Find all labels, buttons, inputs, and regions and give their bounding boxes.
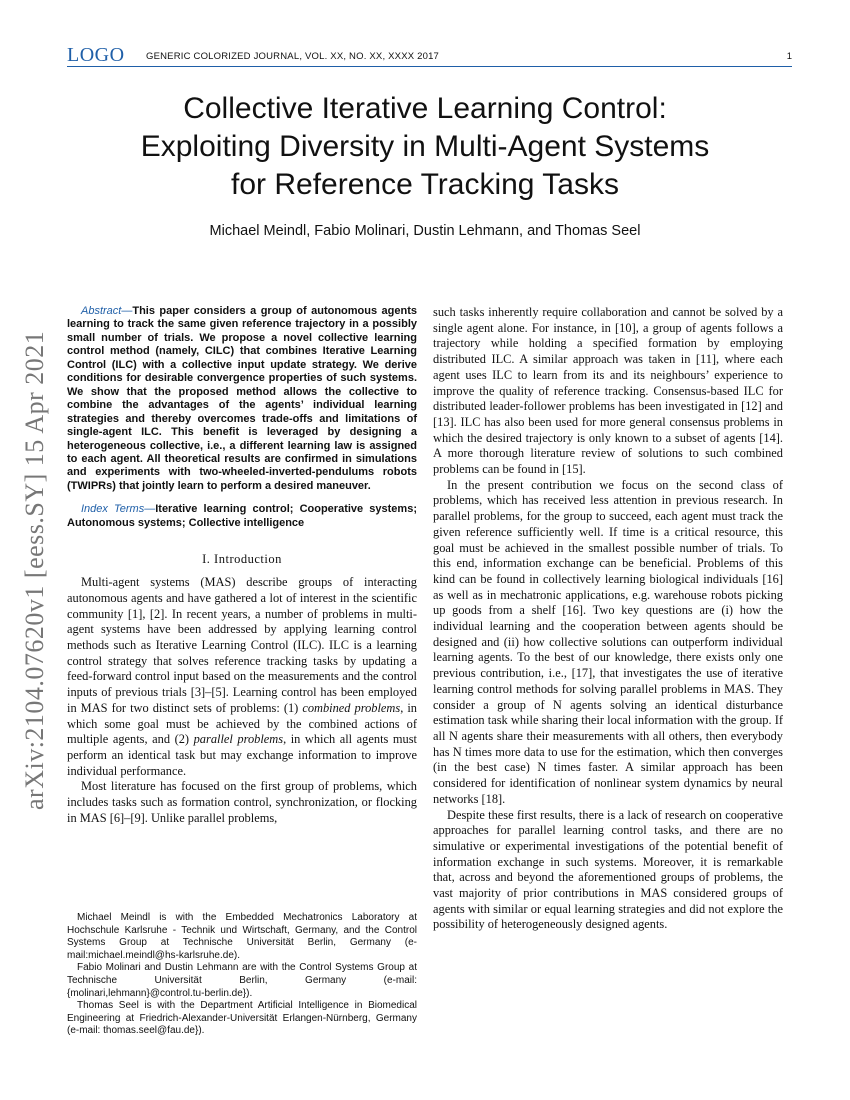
- title-line: for Reference Tracking Tasks: [231, 168, 619, 201]
- section-heading-text: I. Introduction: [202, 552, 282, 567]
- text-span: , in which all agents must perform an identical task but may exchange information to improve individual performance.: [67, 732, 417, 778]
- paragraph: Despite these first results, there is a lack of research on cooperative approaches for parallel learning control tasks, and there are no simulative or experimental investigations of the potential benefit of information exchange in such systems. Moreover, it is remarkable that, across and beyond the aforementioned groups of problems, the vast majority of prior contributions in MAS considered groups of agents with similar or equal learning strategies and did not explore the possibility of heterogeneously designed agents.: [433, 807, 783, 932]
- author-list: Michael Meindl, Fabio Molinari, Dustin Lehmann, and Thomas Seel: [209, 223, 641, 239]
- journal-logo: LOGO: [67, 44, 125, 66]
- footnote: Michael Meindl is with the Embedded Mechatronics Laboratory at Hochschule Karlsruhe - Technik und Wirtschaft, Germany, and the Control Systems Group at Technische Universität Berlin, Germany (e-mail:michael.meindl@hs-karlsruhe.de).: [67, 912, 417, 961]
- paragraph: such tasks inherently require collaboration and cannot be solved by a single agent alone. For instance, in [10], a group of agents follows a trajectory while holding a specified formation by employing distributed ILC. A similar approach was taken in [11], where each agent uses ILC to learn from its and its neighbours’ experience to improve the quality of reference tracking. Consensus-based ILC for distributed leader-follower problems has been investigated in [12] and [13]. ILC has also been used for more general consensus problems in which the desired trajectory is only known to a subset of agents [14]. A more thorough literature review of solutions to such combined problems can be found in [15].: [433, 305, 783, 477]
- arxiv-stamp: arXiv:2104.07620v1 [eess.SY] 15 Apr 2021: [20, 330, 49, 810]
- intro-paragraph-1: [67, 575, 417, 779]
- intro-paragraph-2: Most literature has focused on the first group of problems, which includes tasks such as formation control, synchronization, or flocking in MAS [6]–[9]. Unlike parallel problems,: [67, 779, 417, 825]
- journal-header: GENERIC COLORIZED JOURNAL, VOL. XX, NO. XX, XXXX 2017: [146, 51, 440, 62]
- paragraph: In the present contribution we focus on the second class of problems, which has received less attention in previous research. In parallel problems, for the group to succeed, each agent must track the given reference sufficiently well. If time is a critical resource, this goal must be achieved in the smallest possible number of trials. To this end, information exchange can be beneficial. Problems of this kind can be found in collectively learning biological individuals [16] as well as in mechatronic applications, e.g. warehouse robots picking up goods from a shelf [16]. Two key questions are (i) how the individual learning and the cooperation between agents should be designed and (ii) how collective solutions can outperform individual learning agents. To the best of our knowledge, there exists only one previous contribution, i.e., [17], that investigates the use of iterative learning control methods for solving parallel problems in MAS. They consider a group of N agents solving an identical disturbance estimation task while sharing their local information with the group. If all N agents share their measurements with all others, then everybody has N times more data to use for the estimation, which then converges (in the best case) N times faster. A similar approach has been considered for identification of nonlinear system dynamics by neural networks [18].: [433, 477, 783, 806]
- right-column: [433, 305, 783, 933]
- index-terms: [67, 503, 417, 530]
- emphasis-parallel-problems: parallel problems: [193, 732, 284, 747]
- abstract-label: Abstract—: [81, 305, 133, 317]
- footnote: Fabio Molinari and Dustin Lehmann are with the Control Systems Group at Technische Universität Berlin, Germany (e-mail: {molinari,lehmann}@control.tu-berlin.de}).: [67, 962, 417, 999]
- abstract: [67, 305, 417, 493]
- index-terms-text: Iterative learning control; Cooperative systems; Autonomous systems; Collective intelligence: [67, 503, 417, 529]
- section-heading: [67, 552, 417, 567]
- page-number: 1: [786, 51, 792, 62]
- left-column: [67, 305, 417, 827]
- emphasis-combined-problems: combined problems: [302, 700, 401, 715]
- footnotes: [67, 912, 417, 1038]
- index-terms-label: Index Terms—: [81, 503, 156, 516]
- text-span: Multi-agent systems (MAS) describe groups of interacting autonomous agents and have gathered a lot of interest in the scientific community [1], [2]. In recent years, a number of problems in multi-agent systems have been addressed by applying learning control methods such as Iterative Learning Control (ILC). ILC is a learning control strategy that solves reference tracking tasks by updating a feed-forward control input based on the measurements and the control inputs of previous trials [3]–[5]. Learning control has been employed in MAS for two distinct sets of problems: (1): [67, 575, 417, 715]
- footnote: Thomas Seel is with the Department Artificial Intelligence in Biomedical Engineering at Friedrich-Alexander-Universität Erlangen-Nürnberg, Germany (e-mail: thomas.seel@fau.de}).: [67, 1000, 417, 1037]
- abstract-text: This paper considers a group of autonomous agents learning to track the same given reference trajectory in a possibly small number of trials. We propose a novel collective learning control method (namely, CILC) that combines Iterative Learning Control (ILC) with a collective input update strategy. We derive conditions for desirable convergence properties of such systems. We show that the proposed method allows the collective to combine the advantages of the agents’ individual learning strategies and thereby overcomes trade-offs and limitations of single-agent ILC. This benefit is leveraged by designing a heterogeneous collective, i.e., a different learning law is assigned to each agent. All theoretical results are confirmed in simulations and experiments with two-wheeled-inverted-pendulums robots (TWIPRs) that jointly learn to perform a desired maneuver.: [67, 305, 417, 492]
- title-line: Exploiting Diversity in Multi-Agent Systems: [140, 130, 710, 163]
- text-span: , in which some goal must be achieved by the combined actions of multiple agents, and (2): [67, 700, 417, 747]
- header-rule: [67, 66, 792, 67]
- title-line: Collective Iterative Learning Control:: [183, 92, 667, 125]
- paper-title: [60, 90, 790, 204]
